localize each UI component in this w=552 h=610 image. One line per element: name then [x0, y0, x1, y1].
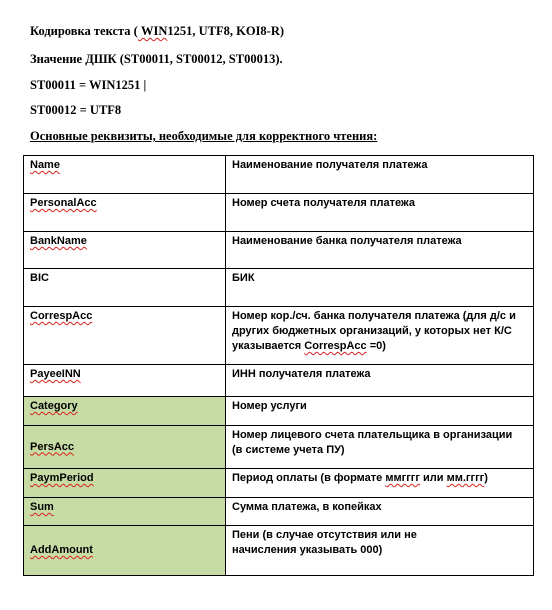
table-row [24, 469, 534, 498]
requisites-table [23, 155, 534, 576]
table-row [24, 397, 534, 426]
table-value-cell: Номер кор./сч. банка получателя платежа (для д/с и других бюджетных организаций, у которых нет К/С указывается CorrespAcc =0) [226, 307, 534, 365]
encoding-suffix: 1251, UTF8, KOI8-R) [167, 24, 285, 38]
table-row [24, 307, 534, 365]
table-row [24, 156, 534, 194]
st00011-line: ST00011 = WIN1251 | [30, 78, 147, 92]
table-value-cell: Наименование получателя платежа [226, 156, 534, 194]
table-key-cell: PaymPeriod [24, 469, 226, 498]
table-row [24, 269, 534, 307]
table-key-cell: PersAcc [24, 426, 226, 469]
table-key-cell: PayeeINN [24, 365, 226, 397]
table-row [24, 232, 534, 269]
table-row [24, 498, 534, 526]
encoding-prefix: Кодировка текста ( [30, 24, 138, 38]
table-row [24, 365, 534, 397]
table-key-cell: CorrespAcc [24, 307, 226, 365]
table-key-cell: BIC [24, 269, 226, 307]
table-row [24, 426, 534, 469]
table-value-cell: Наименование банка получателя платежа [226, 232, 534, 269]
table-key-cell: Sum [24, 498, 226, 526]
table-key-cell: PersonalAcc [24, 194, 226, 232]
section-heading: Основные реквизиты, необходимые для корректного чтения: [30, 129, 378, 143]
table-value-cell: Номер лицевого счета плательщика в организации (в системе учета ПУ) [226, 426, 534, 469]
table-value-cell: БИК [226, 269, 534, 307]
table-key-cell: AddAmount [24, 526, 226, 576]
table-value-cell: ИНН получателя платежа [226, 365, 534, 397]
table-value-cell: Номер счета получателя платежа [226, 194, 534, 232]
st00012-line: ST00012 = UTF8 [30, 103, 122, 117]
table-value-cell: Период оплаты (в формате ммгггг или мм.гггг) [226, 469, 534, 498]
table-key-cell: Category [24, 397, 226, 426]
table-row [24, 526, 534, 576]
encoding-win: WIN [137, 24, 168, 38]
table-value-cell: Пени (в случае отсутствия или не начисления указывать 000) [226, 526, 534, 576]
dshk-line: Значение ДШК (ST00011, ST00012, ST00013). [30, 52, 283, 66]
table-value-cell: Номер услуги [226, 397, 534, 426]
table-row [24, 194, 534, 232]
table-key-cell: BankName [24, 232, 226, 269]
encoding-line [30, 24, 284, 39]
table-value-cell: Сумма платежа, в копейках [226, 498, 534, 526]
table-key-cell: Name [24, 156, 226, 194]
